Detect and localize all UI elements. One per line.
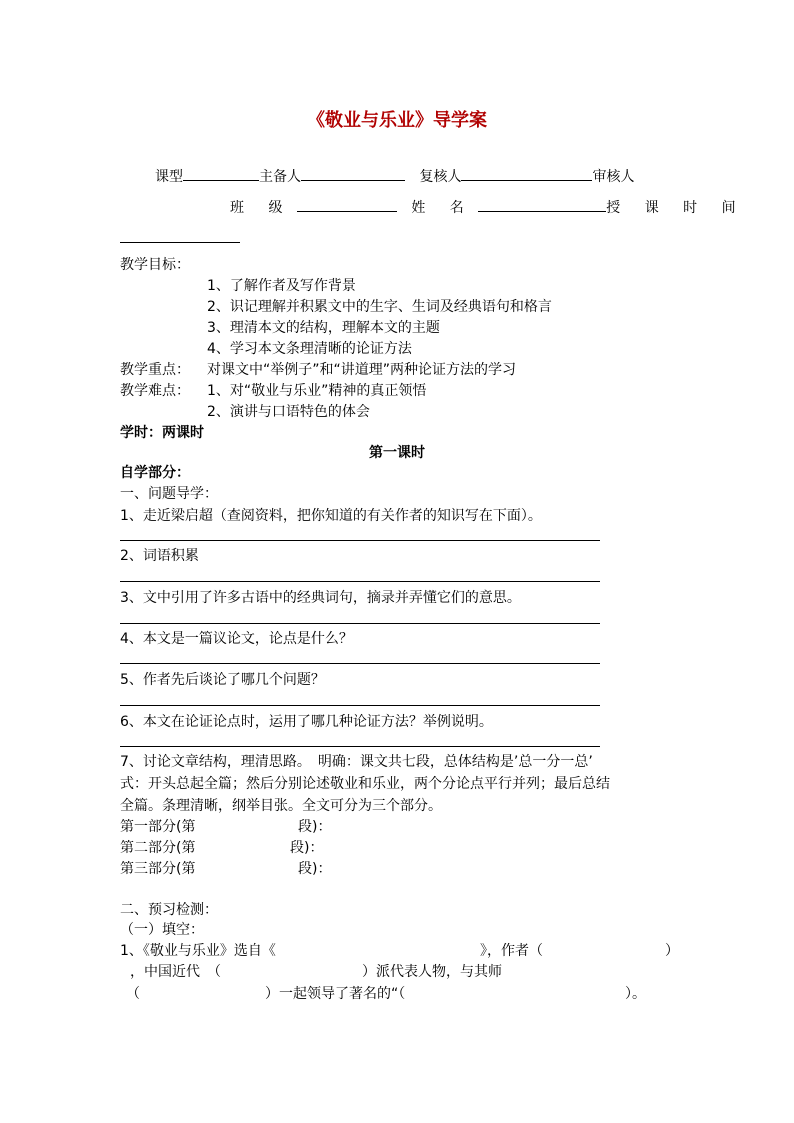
goal-item: 3、理清本文的结构，理解本文的主题 xyxy=(207,320,440,336)
name-blank xyxy=(478,197,606,212)
preparer-blank xyxy=(301,166,405,181)
class-label: 班 级 xyxy=(230,200,293,216)
q7-line: 全篇。条理清晰，纲举目张。全文可分为三个部分。 xyxy=(120,798,442,814)
question-item: 5、作者先后谈论了哪几个问题？ xyxy=(120,672,325,688)
name-label: 姓 名 xyxy=(411,200,474,216)
difficulties-label: 教学难点： xyxy=(120,383,190,399)
section2-heading: 二、预习检测： xyxy=(120,902,218,918)
hours-text: 学时：两课时 xyxy=(120,425,204,441)
part-3-start: 第三部分(第 xyxy=(120,861,196,877)
key-points-label: 教学重点： xyxy=(120,362,190,378)
part-3-end: 段)： xyxy=(298,861,332,877)
question-item: 3、文中引用了许多古语中的经典词句，摘录并弄懂它们的意思。 xyxy=(120,590,521,606)
answer-line xyxy=(120,705,600,706)
answer-line xyxy=(120,540,600,541)
question-item: 1、走近梁启超（查阅资料，把你知道的有关作者的知识写在下面）。 xyxy=(120,508,542,524)
goals-label: 教学目标： xyxy=(120,257,190,273)
question-item: 4、本文是一篇议论文，论点是什么？ xyxy=(120,631,353,647)
info-row-1 xyxy=(155,166,634,186)
question-item: 2、词语积累 xyxy=(120,548,199,564)
class-blank xyxy=(297,197,397,212)
answer-line xyxy=(120,581,600,582)
goal-item: 1、了解作者及写作背景 xyxy=(207,278,356,294)
part-2-start: 第二部分(第 xyxy=(120,840,196,856)
page-title: 《敬业与乐业》导学案 xyxy=(307,110,487,131)
fill-line-3b: ）一起领导了著名的“（ xyxy=(265,986,406,1002)
answer-line xyxy=(120,623,600,624)
q7-line: 7、讨论文章结构，理清思路。 明确：课文共七段，总体结构是’总一分一总’ xyxy=(120,754,593,770)
info-row-2 xyxy=(230,197,746,217)
lesson-type-label: 课型 xyxy=(155,169,183,185)
answer-line xyxy=(120,663,600,664)
answer-line xyxy=(120,746,600,747)
question-item: 6、本文在论证论点时，运用了哪几种论证方法？举例说明。 xyxy=(120,714,493,730)
approver-label: 审核人 xyxy=(592,169,635,185)
key-points-text: 对课文中“举例子”和“讲道理”两种论证方法的学习 xyxy=(207,362,517,378)
self-study-heading: 自学部分： xyxy=(120,465,190,481)
teach-time-label: 授 课 时 间 xyxy=(606,200,746,216)
reviewer-label: 复核人 xyxy=(419,169,462,185)
fill-line-1a: 1、《敬业与乐业》选自《 xyxy=(120,943,276,959)
preparer-label: 主备人 xyxy=(259,169,301,185)
fill-label: （一）填空： xyxy=(120,922,204,938)
reviewer-blank xyxy=(461,166,592,181)
lesson-type-blank xyxy=(183,166,259,181)
part-1-end: 段)： xyxy=(298,819,332,835)
part-1-start: 第一部分(第 xyxy=(120,819,196,835)
difficulty-item: 1、对“敬业与乐业”精神的真正领悟 xyxy=(207,383,427,399)
difficulty-item: 2、演讲与口语特色的体会 xyxy=(207,404,370,420)
goal-item: 4、学习本文条理清晰的论证方法 xyxy=(207,341,412,357)
teach-time-blank xyxy=(120,242,240,243)
fill-line-3a: （ xyxy=(126,986,140,1002)
part-2-end: 段)： xyxy=(290,840,324,856)
fill-line-1c: ） xyxy=(665,943,679,959)
section1-heading: 一、问题导学： xyxy=(120,486,218,502)
fill-line-2a: ，中国近代 （ xyxy=(130,964,221,980)
fill-line-2b: ）派代表人物，与其师 xyxy=(362,964,502,980)
lesson1-heading: 第一课时 xyxy=(369,445,425,461)
goal-item: 2、识记理解并积累文中的生字、生词及经典语句和格言 xyxy=(207,299,552,315)
fill-line-1b: 》，作者（ xyxy=(480,943,543,959)
fill-line-3c: ）。 xyxy=(625,986,646,1002)
q7-line: 式：开头总起全篇；然后分别论述敬业和乐业，两个分论点平行并列；最后总结 xyxy=(120,776,610,792)
